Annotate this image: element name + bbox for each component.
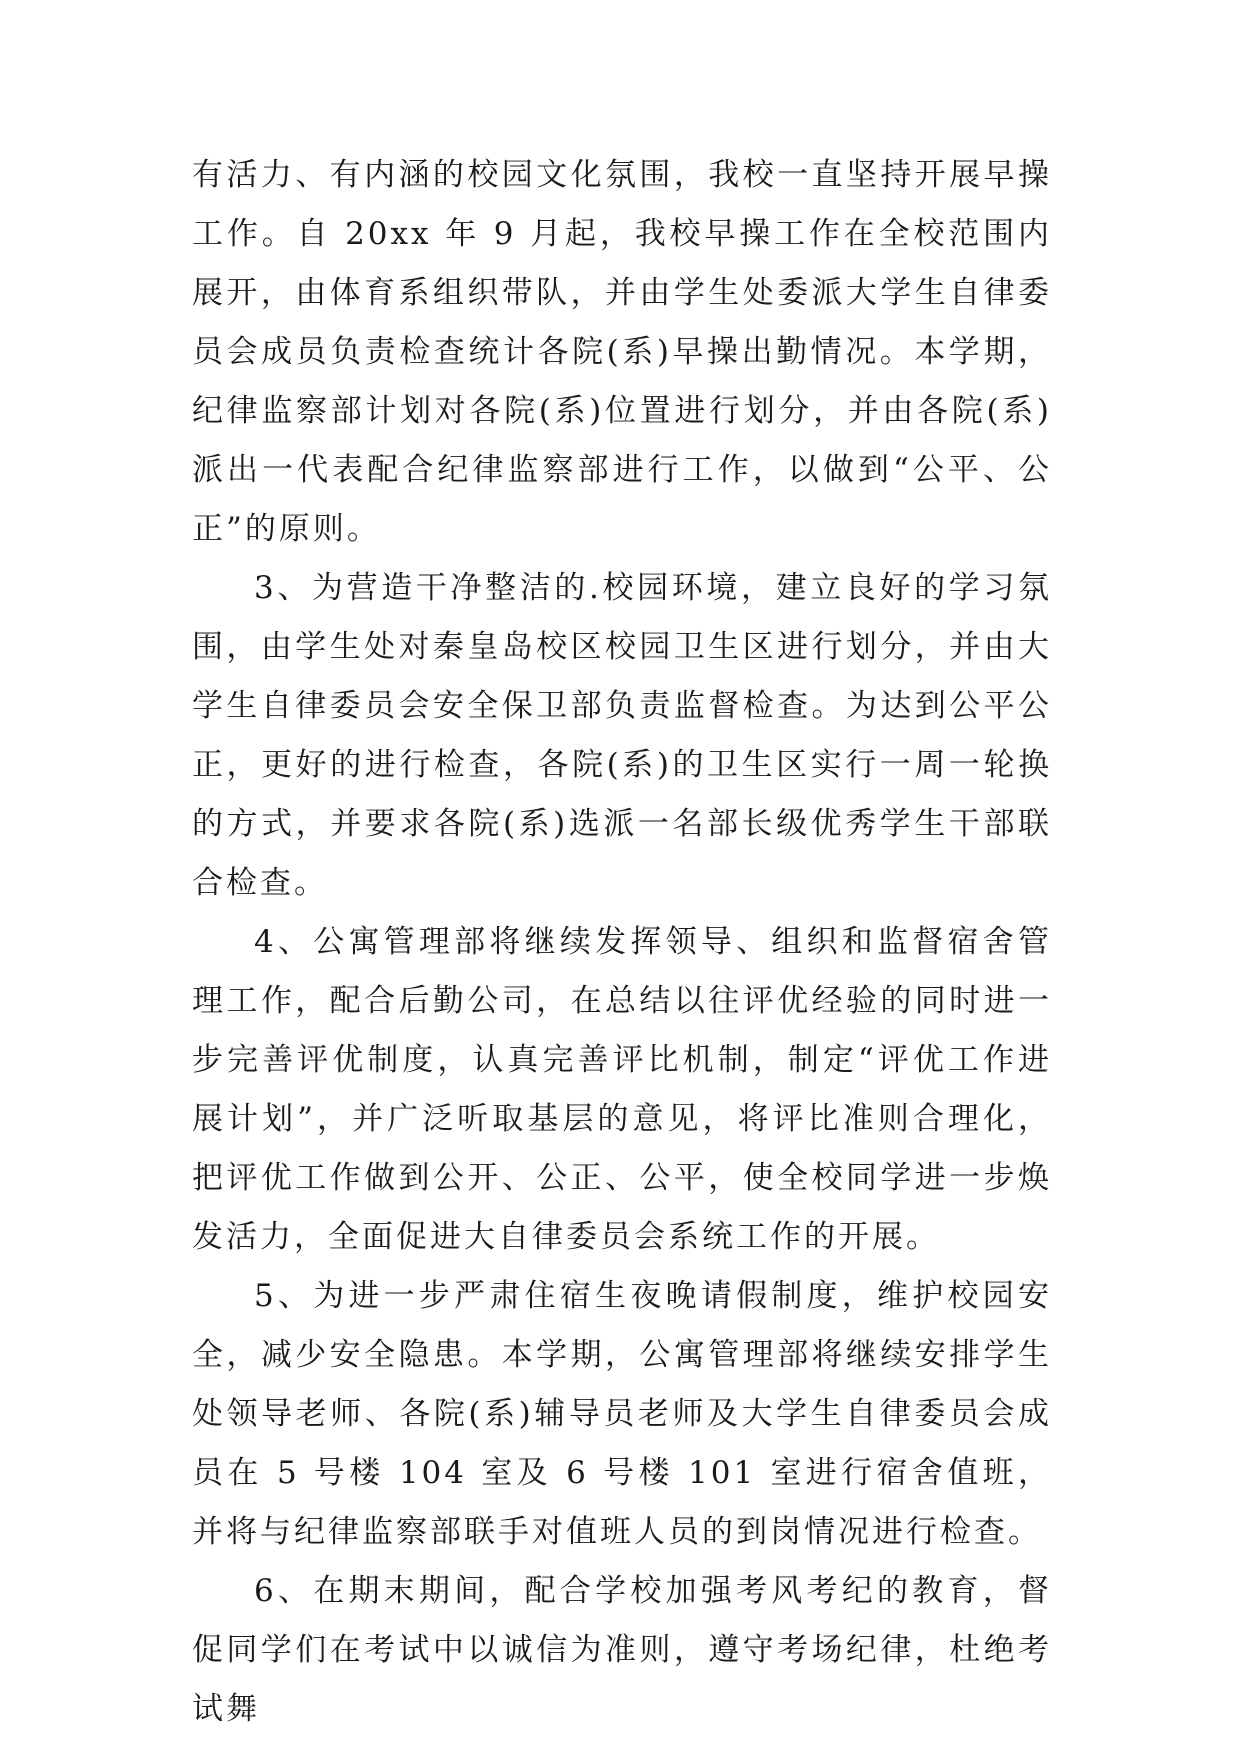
paragraph-item-3-hygiene: 3、为营造干净整洁的.校园环境，建立良好的学习氛围，由学生处对秦皇岛校区校园卫生区进行划分，并由大学生自律委员会安全保卫部负责监督检查。为达到公平公正，更好的进行检查，各院(系)的卫生区实行一周一轮换的方式，并要求各院(系)选派一名部长级优秀学生干部联合检查。 [192,570,1052,901]
paragraph-item-4-dormitory-evaluation: 4、公寓管理部将继续发挥领导、组织和监督宿舍管理工作，配合后勤公司，在总结以往评优经验的同时进一步完善评优制度，认真完善评比机制，制定“评优工作进展计划”，并广泛听取基层的意见，将评比准则合理化，把评优工作做到公开、公正、公平，使全校同学进一步焕发活力，全面促进大自律委员会系统工作的开展。 [192,924,1052,1255]
paragraph-item-6-exam-discipline: 6、在期末期间，配合学校加强考风考纪的教育，督促同学们在考试中以诚信为准则，遵守考场纪律，杜绝考试舞 [192,1573,1052,1727]
paragraph-school-culture-morning-exercise: 有活力、有内涵的校园文化氛围，我校一直坚持开展早操工作。自 20xx 年 9 月起，我校早操工作在全校范围内展开，由体育系组织带队，并由学生处委派大学生自律委员会成员负责检查统计各院(系)早操出勤情况。本学期，纪律监察部计划对各院(系)位置进行划分，并由各院(系)派出一代表配合纪律监察部进行工作，以做到“公平、公正”的原则。 [192,157,1052,547]
document-body [192,146,1052,1739]
paragraph-item-5-night-leave: 5、为进一步严肃住宿生夜晚请假制度，维护校园安全，减少安全隐患。本学期，公寓管理部将继续安排学生处领导老师、各院(系)辅导员老师及大学生自律委员会成员在 5 号楼 104 室及 6 号楼 101 室进行宿舍值班，并将与纪律监察部联手对值班人员的到岗情况进行检查。 [192,1278,1052,1550]
